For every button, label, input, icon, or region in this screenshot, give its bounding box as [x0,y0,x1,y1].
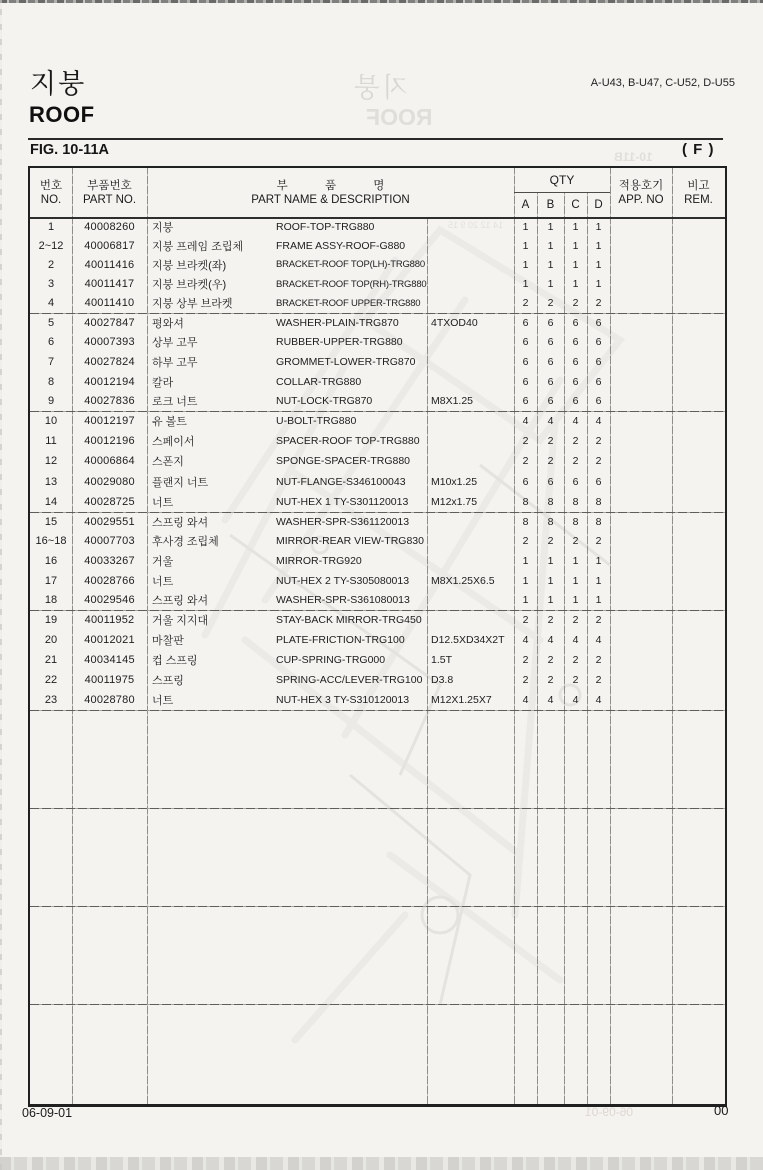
part-spec: M10x1.25 [431,475,478,488]
part-name-korean: 유 볼트 [152,416,187,429]
part-name-korean: 평와셔 [152,317,184,330]
part-name-english: BRACKET-ROOF TOP(RH)-TRG880 [276,278,427,290]
part-name-english: MIRROR-TRG920 [276,554,362,567]
part-spec: D12.5XD34X2T [431,634,505,646]
qty-b: 6 [547,395,554,408]
part-number: 40034145 [84,654,135,666]
part-name-english: SPONGE-SPACER-TRG880 [276,455,411,468]
qty-d: 2 [595,614,602,626]
part-name-english: WASHER-SPR-S361080013 [276,594,410,607]
part-number: 40027836 [84,395,135,408]
qty-d: 2 [595,654,602,666]
part-name-english: NUT-HEX 3 TY-S310120013 [276,694,410,706]
part-name-korean: 너트 [152,496,174,509]
part-name-korean: 스프링 와셔 [152,595,209,608]
qty-b: 6 [547,336,554,349]
part-number: 40011416 [84,258,135,271]
qty-d: 6 [595,336,602,349]
col-header-partno-en: PART NO. [82,193,137,206]
qty-b: 8 [547,495,554,508]
qty-d: 1 [595,594,602,607]
part-name-english: MIRROR-REAR VIEW-TRG830 [276,535,424,548]
part-number: 40029551 [84,515,135,528]
qty-a: 2 [522,654,529,666]
qty-c: 1 [572,220,579,233]
table-row [30,255,725,274]
part-spec [431,532,513,552]
part-name-korean: 마찰판 [152,635,184,647]
group-separator-line [30,411,725,412]
table-row [30,690,725,710]
qty-a: 4 [522,415,529,428]
qty-a: 2 [522,674,529,686]
qty-b: 4 [547,415,554,428]
qty-b: 1 [547,554,554,567]
qty-a: 8 [522,495,529,508]
qty-a: 6 [522,475,529,488]
qty-b: 1 [547,220,554,233]
footer-page-number: 00 [714,1103,729,1118]
part-index: 22 [44,674,58,686]
qty-d: 2 [595,297,602,310]
part-name-english: CUP-SPRING-TRG000 [276,654,386,666]
part-name-korean: 로크 너트 [152,396,198,409]
title-rule [28,138,723,140]
part-name-korean: 지붕 브라켓(좌) [152,259,227,272]
part-spec [431,590,513,610]
part-number: 40029546 [84,594,135,607]
part-name-korean: 너트 [152,575,174,588]
part-index: 13 [44,475,58,488]
table-row [30,472,725,492]
table-row [30,352,725,372]
qty-a: 2 [522,535,529,548]
part-spec [431,451,513,471]
part-index: 10 [44,415,58,428]
part-name-korean: 거울 [152,555,174,568]
qty-d: 2 [595,435,602,448]
qty-c: 2 [572,435,579,448]
table-row [30,610,725,630]
part-spec [431,333,513,353]
part-index: 21 [44,654,58,666]
ghost-footer-date: 06-09-01 [585,1105,634,1119]
qty-d: 6 [595,355,602,368]
part-spec: 1.5T [431,654,453,666]
part-name-english: NUT-LOCK-TRG870 [276,395,373,408]
qty-c: 1 [572,278,579,291]
part-number: 40012021 [84,634,135,646]
qty-d: 1 [595,258,602,271]
qty-d: 1 [595,239,602,252]
part-number: 40006817 [84,239,135,252]
qty-c: 4 [572,415,579,428]
qty-a: 6 [522,316,529,329]
qty-c: 8 [572,515,579,528]
part-name-english: PLATE-FRICTION-TRG100 [276,634,405,646]
part-spec [431,372,513,392]
qty-b: 6 [547,316,554,329]
table-row [30,236,725,255]
part-spec: M12X1.25X7 [431,694,492,706]
qty-c: 2 [572,614,579,626]
qty-b: 2 [547,674,554,686]
qty-a: 8 [522,515,529,528]
qty-a: 6 [522,336,529,349]
part-number: 40012197 [84,415,135,428]
qty-a: 1 [522,594,529,607]
part-spec: D3.8 [431,674,454,686]
table-row [30,650,725,670]
table-row [30,532,725,552]
part-name-korean: 하부 고무 [152,356,198,369]
part-number: 40033267 [84,554,135,567]
part-name-korean: 플랜지 너트 [152,476,209,489]
qty-a: 1 [522,278,529,291]
part-index: 19 [44,614,58,626]
part-number: 40028780 [84,694,135,706]
part-index: 5 [47,316,55,329]
part-name-english: ROOF-TOP-TRG880 [276,220,375,233]
qty-c: 6 [572,355,579,368]
part-name-english: NUT-FLANGE-S346100043 [276,475,406,488]
parts-table [28,166,727,1107]
part-name-english: GROMMET-LOWER-TRG870 [276,355,416,368]
qty-b: 2 [547,654,554,666]
qty-a: 4 [522,694,529,706]
part-name-english: NUT-HEX 2 TY-S305080013 [276,574,410,587]
model-applicability: A-U43, B-U47, C-U52, D-U55 [590,77,735,89]
part-number: 40028725 [84,495,135,508]
qty-b: 4 [547,694,554,706]
qty-c: 2 [572,535,579,548]
qty-b: 2 [547,614,554,626]
qty-b: 1 [547,594,554,607]
part-number: 40011417 [84,278,135,291]
ghost-numbers: 14 12 20 9 15 [448,220,504,230]
part-name-korean: 스프링 [152,675,184,687]
qty-c: 1 [572,258,579,271]
part-number: 40008260 [84,220,135,233]
part-spec [431,275,513,294]
table-row [30,294,725,313]
col-header-qty-b: B [546,198,555,211]
qty-a: 2 [522,614,529,626]
part-number: 40028766 [84,574,135,587]
part-name-english: BRACKET-ROOF UPPER-TRG880 [276,297,421,309]
table-row [30,372,725,392]
part-number: 40027847 [84,316,135,329]
col-header-qty-a: A [521,198,530,211]
part-name-english: BRACKET-ROOF TOP(LH)-TRG880 [276,259,425,271]
col-header-name-en: PART NAME & DESCRIPTION [251,193,410,206]
scan-edge-top [0,0,763,3]
table-row [30,492,725,512]
qty-b: 1 [547,258,554,271]
part-index: 8 [47,375,55,388]
qty-c: 4 [572,694,579,706]
table-row [30,551,725,571]
part-name-korean: 스페이서 [152,436,195,449]
qty-d: 2 [595,455,602,468]
ghost-title-en: ROOF [366,104,433,130]
qty-d: 4 [595,634,602,646]
qty-d: 6 [595,316,602,329]
qty-c: 2 [572,654,579,666]
qty-a: 2 [522,455,529,468]
qty-b: 2 [547,297,554,310]
qty-a: 2 [522,435,529,448]
qty-c: 6 [572,336,579,349]
ghost-title-kr: 지붕 [352,73,409,103]
qty-c: 1 [572,554,579,567]
group-separator-line [30,906,725,907]
table-row [30,313,725,333]
col-header-qty: QTY [549,173,575,187]
table-row [30,275,725,294]
part-index: 17 [44,574,58,587]
table-row [30,670,725,690]
part-index: 2 [47,258,55,271]
qty-c: 1 [572,239,579,252]
part-index: 14 [44,495,58,508]
part-spec [431,294,513,313]
qty-b: 2 [547,455,554,468]
table-row [30,431,725,451]
part-name-english: SPRING-ACC/LEVER-TRG100 [276,674,423,686]
table-row [30,451,725,471]
qty-a: 6 [522,355,529,368]
col-header-name-kr: 부 품 명 [276,179,385,192]
part-name-english: WASHER-SPR-S361120013 [276,515,410,528]
part-name-english: NUT-HEX 1 TY-S301120013 [276,495,409,508]
part-name-korean: 지붕 상부 브라켓 [152,298,233,311]
qty-b: 6 [547,375,554,388]
part-number: 40006864 [84,455,135,468]
part-index: 23 [44,694,58,706]
qty-c: 6 [572,395,579,408]
table-row [30,217,725,236]
qty-a: 1 [522,239,529,252]
group-separator-line [30,610,725,611]
table-row [30,512,725,532]
col-header-appno [610,168,672,217]
part-spec: 4TXOD40 [431,316,478,329]
part-index: 12 [44,455,58,468]
part-name-english: COLLAR-TRG880 [276,375,362,388]
part-name-english: FRAME ASSY-ROOF-G880 [276,239,406,252]
qty-d: 8 [595,515,602,528]
part-name-korean: 거울 지지대 [152,615,209,627]
part-spec [431,255,513,274]
part-number: 40027824 [84,355,135,368]
part-spec [431,352,513,372]
table-row [30,411,725,431]
qty-d: 6 [595,395,602,408]
table-row [30,333,725,353]
qty-c: 1 [572,574,579,587]
figure-label: FIG. 10-11A [30,142,109,158]
col-header-qty-c: C [571,198,580,211]
col-header-partno-kr: 부품번호 [87,179,132,192]
col-header-remarks-en: REM. [684,193,713,206]
qty-c: 6 [572,475,579,488]
part-number: 40011410 [84,297,135,310]
part-spec [431,411,513,431]
part-index: 20 [44,634,58,646]
part-spec [431,551,513,571]
page-title-english: ROOF [29,102,95,127]
page-code: ( F ) [682,141,715,158]
table-row [30,590,725,610]
part-spec: M8X1.25 [431,395,474,408]
part-number: 40007703 [84,535,135,548]
footer-date: 06-09-01 [22,1106,73,1120]
col-header-no-kr: 번호 [39,179,63,192]
part-name-english: RUBBER-UPPER-TRG880 [276,336,403,349]
part-name-english: STAY-BACK MIRROR-TRG450 [276,614,422,626]
qty-d: 1 [595,554,602,567]
qty-a: 4 [522,634,529,646]
qty-c: 6 [572,375,579,388]
qty-c: 2 [572,674,579,686]
qty-c: 2 [572,297,579,310]
part-number: 40007393 [84,336,135,349]
ghost-figure-label: 10-11B [614,150,653,164]
part-name-korean: 지붕 [152,221,174,234]
group-separator-line [30,313,725,314]
part-number: 40029080 [84,475,135,488]
part-index: 1 [47,220,55,233]
qty-c: 6 [572,316,579,329]
qty-a: 6 [522,375,529,388]
table-row [30,630,725,650]
part-index: 11 [45,435,57,448]
qty-b: 6 [547,355,554,368]
qty-d: 6 [595,375,602,388]
qty-a: 1 [522,554,529,567]
group-separator-line [30,512,725,513]
qty-d: 1 [595,220,602,233]
part-spec [431,236,513,255]
col-header-appno-en: APP. NO [618,193,664,206]
part-index: 3 [47,278,55,291]
part-name-english: U-BOLT-TRG880 [276,415,357,428]
qty-d: 6 [595,475,602,488]
qty-b: 2 [547,535,554,548]
col-header-appno-kr: 적용호기 [618,179,664,192]
qty-a: 1 [522,258,529,271]
qty-b: 1 [547,574,554,587]
qty-a: 6 [522,395,529,408]
qty-c: 8 [572,495,579,508]
col-header-no-en: NO. [40,193,62,206]
qty-b: 1 [547,239,554,252]
part-name-english: WASHER-PLAIN-TRG870 [276,316,399,329]
qty-d: 8 [595,495,602,508]
part-spec: M12x1.75 [431,495,478,508]
part-name-english: SPACER-ROOF TOP-TRG880 [276,435,420,448]
qty-b: 6 [547,475,554,488]
part-number: 40011975 [84,674,135,686]
part-name-korean: 지붕 브라켓(우) [152,279,227,292]
qty-a: 1 [522,574,529,587]
part-index: 7 [47,355,55,368]
scan-edge-bottom [0,1157,763,1170]
qty-b: 2 [547,435,554,448]
qty-d: 4 [595,415,602,428]
part-number: 40012194 [84,375,135,388]
part-index: 4 [47,297,55,310]
qty-b: 4 [547,634,554,646]
qty-a: 2 [522,297,529,310]
part-index: 15 [44,515,58,528]
qty-d: 2 [595,674,602,686]
qty-b: 1 [547,278,554,291]
qty-a: 1 [522,220,529,233]
part-index: 2~12 [38,239,64,252]
part-index: 16 [44,554,58,567]
part-spec: M8X1.25X6.5 [431,574,495,587]
qty-d: 1 [595,574,602,587]
part-spec [431,512,513,532]
part-name-korean: 컵 스프링 [152,655,198,667]
group-separator-line [30,1004,725,1005]
scan-edge-left [0,0,2,1170]
col-header-remarks [672,168,725,217]
part-name-korean: 칼라 [152,376,174,389]
qty-c: 1 [572,594,579,607]
qty-d: 1 [595,278,602,291]
part-spec [431,431,513,451]
part-index: 6 [47,336,55,349]
part-index: 9 [47,395,55,408]
part-index: 16~18 [35,535,67,548]
part-number: 40011952 [84,614,135,626]
part-number: 40012196 [84,435,135,448]
qty-c: 4 [572,634,579,646]
qty-d: 2 [595,535,602,548]
col-header-partno [72,168,147,217]
qty-d: 4 [595,694,602,706]
part-name-korean: 스폰지 [152,456,184,469]
group-separator-line [30,808,725,809]
col-header-qty-d: D [594,198,603,211]
page-title-korean: 지붕 [30,69,87,99]
part-name-korean: 상부 고무 [152,337,198,350]
part-name-korean: 스프링 와셔 [152,516,209,529]
group-separator-line [30,710,725,711]
part-index: 18 [44,594,58,607]
qty-c: 2 [572,455,579,468]
part-name-korean: 후사경 조립체 [152,536,219,549]
col-header-no [30,168,72,217]
table-row [30,571,725,591]
qty-b: 8 [547,515,554,528]
col-header-name [147,168,514,217]
part-spec [431,610,513,630]
part-name-korean: 너트 [152,695,174,707]
part-name-korean: 지붕 프레임 조립체 [152,240,244,253]
part-spec [431,217,513,236]
col-header-remarks-kr: 비고 [687,179,710,192]
table-row [30,391,725,411]
